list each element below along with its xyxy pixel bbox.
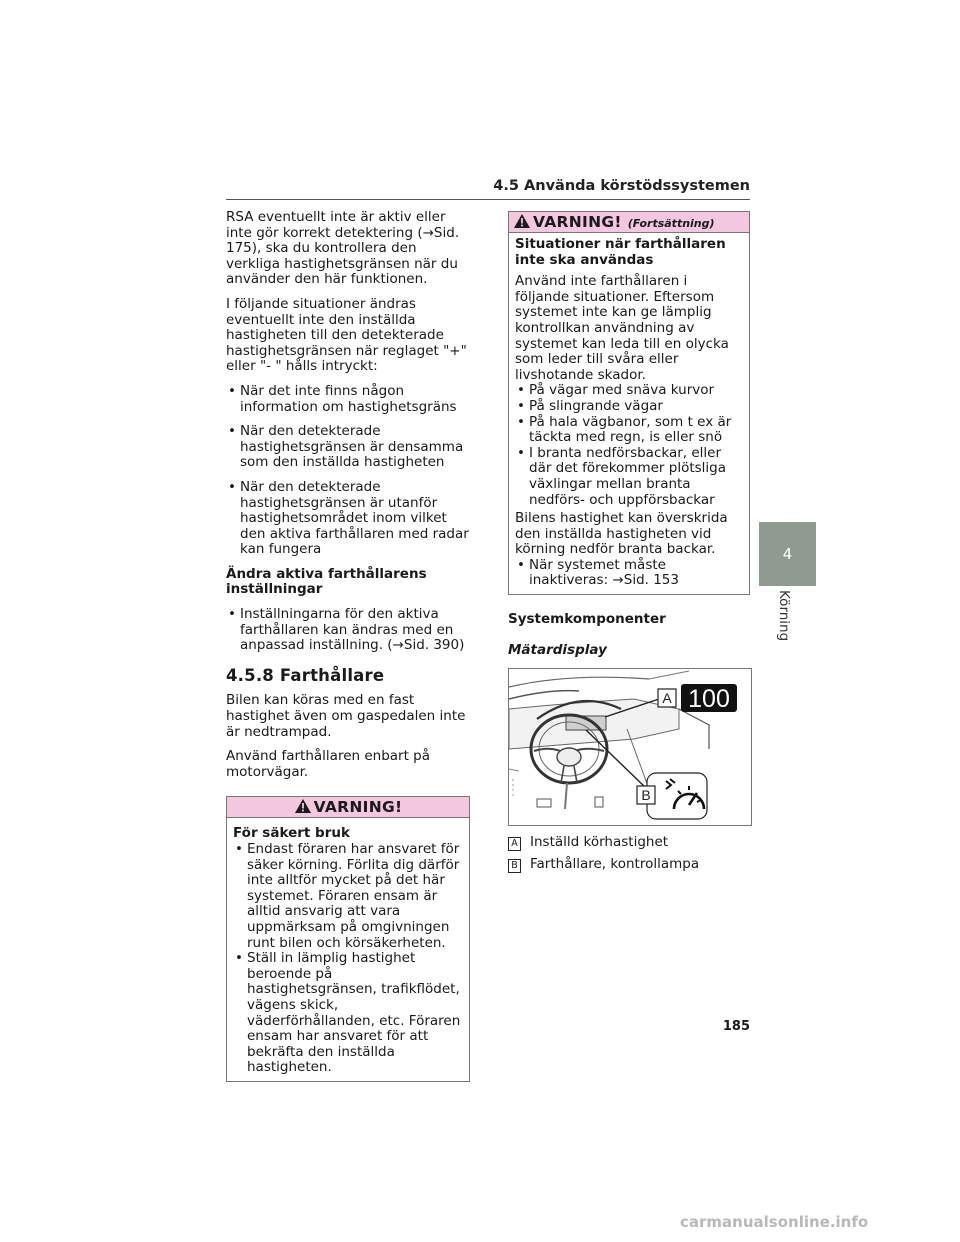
list-item: • När den detekterade hastighetsgränsen är densamma som den inställda hastigheten xyxy=(226,424,470,471)
list-item: • När det inte finns någon information om hastighetsgräns xyxy=(226,384,470,415)
paragraph: RSA eventuellt inte är aktiv eller inte gör korrekt detektering (→Sid. 175), ska du kontrollera den verkliga hastighetsgränsen när du använder den här funktionen. xyxy=(226,209,460,288)
section-title: 4.5.8 Farthållare xyxy=(226,665,385,685)
warning-title: VARNING! xyxy=(533,213,622,231)
page-number: 185 xyxy=(722,1019,750,1034)
list-item: • På slingrande vägar xyxy=(515,399,743,415)
right-column xyxy=(508,211,750,873)
legend-key: B xyxy=(508,859,521,873)
paragraph: I följande situationer ändras eventuellt inte den inställda hastigheten till den detekterade hastighetsgränsen när reglaget "+" eller "- " hålls intryckt: xyxy=(226,295,467,375)
chapter-tab-label: Körning xyxy=(776,590,792,642)
legend-item xyxy=(508,857,750,873)
meter-display-figure xyxy=(508,668,752,826)
legend-item xyxy=(508,835,750,851)
warning-heading: Situationer när farthållaren inte ska användas xyxy=(515,236,726,268)
warning-header xyxy=(509,212,749,233)
list-item: • När systemet måste inaktiveras: →Sid. 153 xyxy=(515,558,743,589)
list-item: • När den detekterade hastighetsgränsen är utanför hastighetsområdet inom vilket den aktiva farthållaren med radar kan fungera xyxy=(226,480,470,558)
warning-header xyxy=(227,797,469,818)
list-item: • Inställningarna för den aktiva farthållaren kan ändras med en anpassad inställning. (→Sid. 390) xyxy=(226,607,470,654)
warning-box-continued xyxy=(508,211,750,595)
section-header: 4.5 Använda körstödssystemen xyxy=(493,178,750,194)
warning-triangle-icon xyxy=(294,798,312,814)
header-rule xyxy=(226,199,750,200)
dashboard-illustration xyxy=(509,669,751,825)
subheading: Systemkomponenter xyxy=(508,611,666,628)
legend-text: Inställd körhastighet xyxy=(530,834,669,851)
continued-label: (Fortsättning) xyxy=(627,217,715,230)
chapter-tab: 4 xyxy=(759,522,816,586)
list-item: • Endast föraren har ansvaret för säker körning. Förlita dig därför inte alltför mycket på det här systemet. Föraren ensam är alltid ansvarig att vara uppmärksam på omgivningen runt bilen och körsäkerheten. xyxy=(233,842,463,951)
list-item: • På vägar med snäva kurvor xyxy=(515,383,743,399)
warning-triangle-icon xyxy=(513,213,531,229)
subheading: Ändra aktiva farthållarens inställningar xyxy=(226,565,427,598)
watermark: carmanualsonline.info xyxy=(680,1213,869,1231)
callout-a-label: A xyxy=(662,690,672,707)
paragraph: Bilens hastighet kan överskrida den inställda hastigheten vid körning nedför branta backar. xyxy=(515,510,728,558)
left-column xyxy=(226,210,470,1082)
paragraph: Använd inte farthållaren i följande situationer. Eftersom systemet inte kan ge lämplig kontrollkan användning av systemet kan leda till en olycka som leder till svåra eller livshotande skador. xyxy=(515,273,729,383)
list-item: • Ställ in lämplig hastighet beroende på hastighetsgränsen, trafikflödet, vägens skick, väderförhållanden, etc. Föraren ensam har ansvaret för att bekräfta den inställda hastigheten. xyxy=(233,951,463,1076)
subheading-italic: Mätardisplay xyxy=(508,641,607,658)
warning-heading: För säkert bruk xyxy=(233,825,350,842)
paragraph: Använd farthållaren enbart på motorvägar. xyxy=(226,748,431,780)
warning-title: VARNING! xyxy=(313,798,403,817)
callout-b-label: B xyxy=(641,787,651,804)
list-item: • På hala vägbanor, som t ex är täckta med regn, is eller snö xyxy=(515,415,743,446)
warning-box xyxy=(226,796,470,1082)
paragraph: Bilen kan köras med en fast hastighet även om gaspedalen inte är nedtrampad. xyxy=(226,692,466,740)
legend-text: Farthållare, kontrollampa xyxy=(530,856,700,873)
chapter-tab-label-wrap xyxy=(770,590,810,650)
list-item: • I branta nedförsbackar, eller där det förekommer plötsliga växlingar mellan branta nedförs- och uppförsbackar xyxy=(515,446,743,508)
set-speed-value: 100 xyxy=(688,685,730,714)
legend-key: A xyxy=(508,837,521,851)
